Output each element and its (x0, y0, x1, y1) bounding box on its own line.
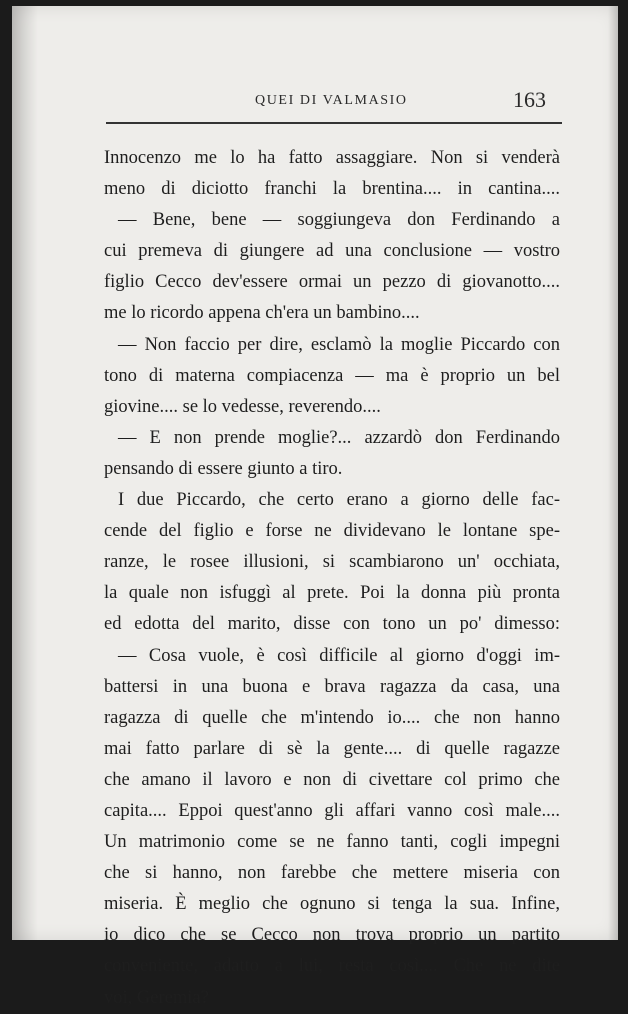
text-line: pensando di essere giunto a tiro. (104, 458, 343, 479)
text-line: — E non prende moglie?... azzardò don Ferdinando (118, 427, 560, 448)
text-line: mai fatto parlare di sè la gente.... di quelle ragazze (104, 738, 560, 759)
text-line: meno di diciotto franchi la brentina.... in cantina.... (104, 179, 560, 200)
text-line: me lo ricordo appena ch'era un bambino.... (104, 303, 420, 324)
text-line: ed edotta del marito, disse con tono un po' dimesso: (104, 614, 560, 635)
text-line: — Bene, bene — soggiungeva don Ferdinando a (118, 210, 560, 231)
text-line: giovine.... se lo vedesse, reverendo.... (104, 396, 381, 417)
text-line: tono di materna compiacenza — ma è proprio un bel (104, 365, 560, 386)
text-line: cende del figlio e forse ne dividevano le lontane spe- (104, 521, 560, 542)
book-page (12, 6, 618, 1008)
running-title: QUEI DI VALMASIO (255, 93, 408, 108)
header-rule (106, 122, 562, 124)
page-number: 163 (513, 87, 546, 112)
text-line: che si hanno, non farebbe che mettere miseria con (104, 863, 560, 884)
text-line: io dico che se Cecco non trova proprio un partito (104, 925, 560, 946)
text-line: la quale non isfuggì al prete. Poi la donna più pronta (104, 583, 560, 604)
text-line: cui premeva di giungere ad una conclusione — vostro (104, 241, 560, 262)
text-line: Un matrimonio come se ne fanno tanti, cogli impegni (104, 832, 560, 853)
text-line: battersi in una buona e brava ragazza da casa, una (104, 676, 560, 697)
text-line: ragazza di quelle che m'intendo io.... che non hanno (104, 707, 560, 728)
text-line: che amano il lavoro e non di civettare col primo che (104, 769, 560, 790)
text-line: capita.... Eppoi quest'anno gli affari vanno così male.... (104, 800, 560, 821)
spine-shadow (12, 6, 38, 940)
text-line: ranze, le rosee illusioni, si scambiarono un' occhiata, (104, 552, 560, 573)
text-line: figlio Cecco dev'essere ormai un pezzo di giovanotto.... (104, 272, 560, 293)
text-line: — Cosa vuole, è così difficile al giorno d'oggi im- (118, 645, 560, 666)
body-text (104, 143, 560, 1014)
edge-shadow (608, 6, 618, 940)
text-line: — Non faccio per dire, esclamò la moglie Piccardo con (118, 334, 560, 355)
text-line: Innocenzo me lo ha fatto assaggiare. Non si venderà (104, 148, 560, 168)
text-line: miseria. È meglio che ognuno si tenga la sua. Infine, (104, 894, 560, 915)
text-line: conveniente, adatto a lui, resta così.... Che ne dite (104, 956, 560, 977)
text-line: voi, Geremia? (104, 987, 209, 1008)
text-line: I due Piccardo, che certo erano a giorno delle fac- (118, 490, 560, 511)
